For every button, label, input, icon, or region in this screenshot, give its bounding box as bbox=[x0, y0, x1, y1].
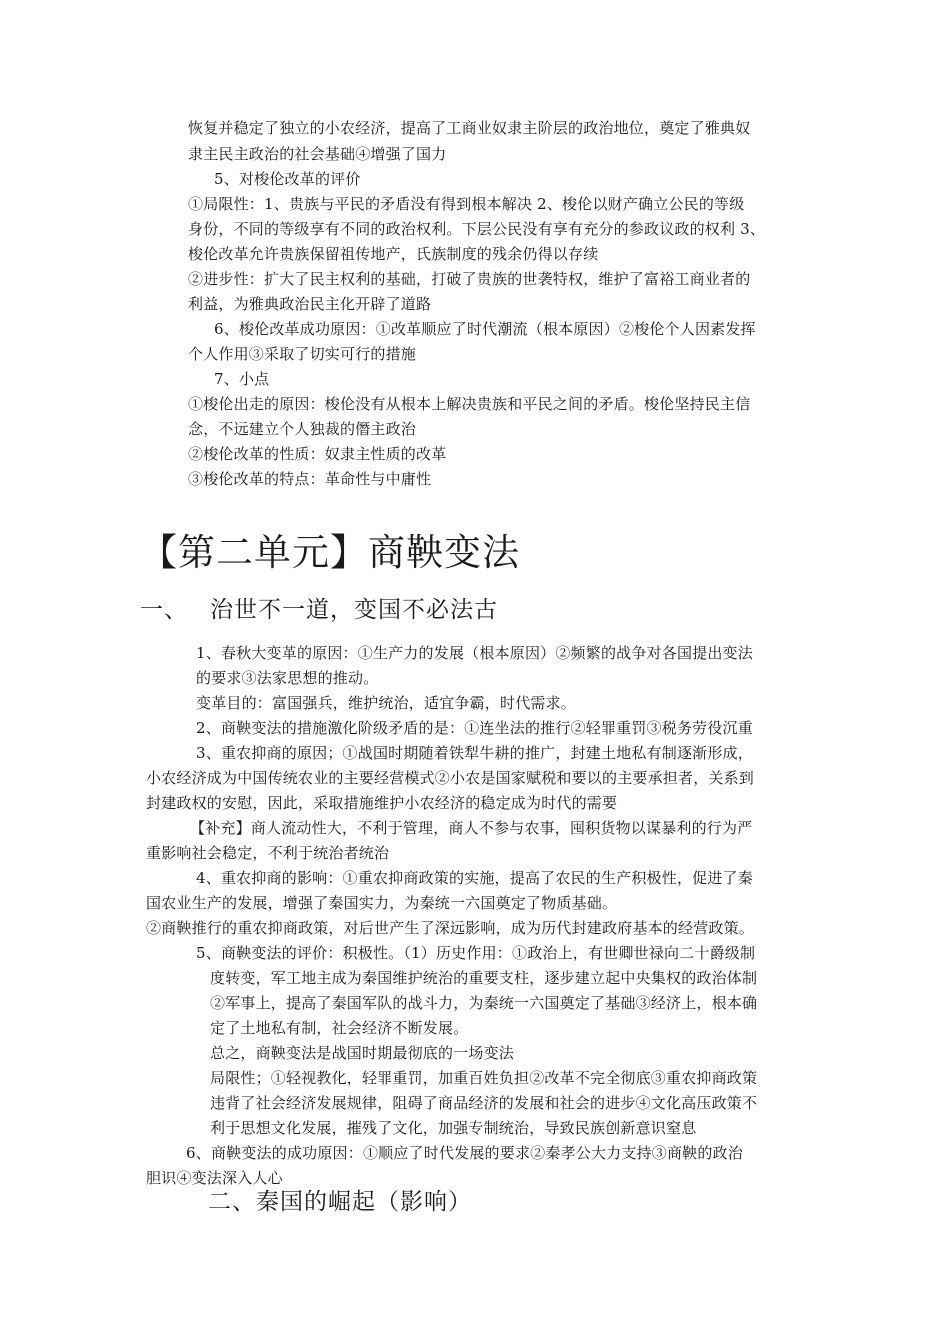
paragraph-line: 总之，商鞅变法是战国时期最彻底的一场变法 bbox=[210, 1044, 515, 1062]
paragraph-line: ②商鞅推行的重农抑商政策，对后世产生了深远影响，成为历代封建政府基本的经营政策。 bbox=[146, 919, 755, 937]
paragraph-line: 利于思想文化发展，摧残了文化，加强专制统治，导致民族创新意识窒息 bbox=[210, 1119, 697, 1137]
paragraph-line: 【补充】商人流动性大，不利于管理，商人不参与农事，囤积货物以谋暴利的行为严 bbox=[190, 819, 753, 837]
paragraph-line: 的要求③法家思想的推动。 bbox=[196, 669, 379, 687]
paragraph-line: ③梭伦改革的特点：革命性与中庸性 bbox=[188, 470, 432, 488]
paragraph-line: 2、商鞅变法的措施激化阶级矛盾的是：①连坐法的推行②轻罪重罚③税务劳役沉重 bbox=[196, 719, 753, 737]
paragraph-line: 重影响社会稳定，不利于统治者统治 bbox=[146, 844, 390, 862]
paragraph-line: 个人作用③采取了切实可行的措施 bbox=[188, 345, 417, 363]
paragraph-line: 国农业生产的发展，增强了秦国实力，为秦统一六国奠定了物质基础。 bbox=[146, 894, 618, 912]
paragraph-line: 梭伦改革允许贵族保留祖传地产，氏族制度的残余仍得以存续 bbox=[188, 245, 599, 263]
paragraph-line: 隶主民主政治的社会基础④增强了国力 bbox=[188, 145, 447, 163]
paragraph-line: 利益，为雅典政治民主化开辟了道路 bbox=[188, 295, 432, 313]
paragraph-line: ①局限性：1、贵族与平民的矛盾没有得到根本解决 2、梭伦以财产确立公民的等级 bbox=[188, 195, 745, 213]
paragraph-line: 5、商鞅变法的评价：积极性。（1）历史作用：①政治上，有世卿世禄向二十爵级制 bbox=[196, 944, 756, 962]
paragraph-line: 恢复并稳定了独立的小农经济，提高了工商业奴隶主阶层的政治地位，奠定了雅典奴 bbox=[188, 119, 751, 137]
item-heading: 7、小点 bbox=[214, 370, 270, 388]
paragraph-line: 1、春秋大变革的原因：①生产力的发展（根本原因）②频繁的战争对各国提出变法 bbox=[196, 644, 753, 662]
paragraph-line: 定了土地私有制，社会经济不断发展。 bbox=[210, 1019, 469, 1037]
paragraph-line: 小农经济成为中国传统农业的主要经营模式②小农是国家赋税和要以的主要承担者，关系到 bbox=[146, 769, 755, 787]
paragraph-line: 度转变，军工地主成为秦国维护统治的重要支柱，逐步建立起中央集权的政治体制 bbox=[210, 969, 758, 987]
paragraph-line: 身份，不同的等级享有不同的政治权利。下层公民没有享有充分的参政议政的权利 3、 bbox=[188, 220, 766, 238]
unit-heading: 【第二单元】商鞅变法 bbox=[140, 531, 520, 574]
paragraph-line: 局限性；①轻视教化，轻罪重罚，加重百姓负担②改革不完全彻底③重农抑商政策 bbox=[210, 1069, 758, 1087]
paragraph-line: ②军事上，提高了秦国军队的战斗力，为秦统一六国奠定了基础③经济上，根本确 bbox=[210, 994, 758, 1012]
paragraph-line: ②梭伦改革的性质：奴隶主性质的改革 bbox=[188, 445, 447, 463]
paragraph-line: ②进步性：扩大了民主权利的基础，打破了贵族的世袭特权，维护了富裕工商业者的 bbox=[188, 270, 751, 288]
section-title: 二、秦国的崛起（影响） bbox=[208, 1189, 472, 1215]
paragraph-line: 胆识④变法深入人心 bbox=[146, 1169, 283, 1187]
paragraph-line: ①梭伦出走的原因：梭伦没有从根本上解决贵族和平民之间的矛盾。梭伦坚持民主信 bbox=[188, 395, 751, 413]
paragraph-line: 4、重农抑商的影响：①重农抑商政策的实施，提高了农民的生产积极性，促进了秦 bbox=[196, 869, 753, 887]
paragraph-line: 变革目的：富国强兵，维护统治，适宜争霸，时代需求。 bbox=[196, 694, 577, 712]
section-number: 一、 bbox=[140, 597, 188, 623]
paragraph-line: 6、商鞅变法的成功原因：①顺应了时代发展的要求②秦孝公大力支持③商鞅的政治 bbox=[186, 1144, 743, 1162]
section-title: 治世不一道，变国不必法古 bbox=[210, 597, 498, 623]
paragraph-line: 念，不远建立个人独裁的僭主政治 bbox=[188, 420, 417, 438]
item-heading: 6、梭伦改革成功原因：①改革顺应了时代潮流（根本原因）②梭伦个人因素发挥 bbox=[214, 320, 756, 338]
paragraph-line: 3、重农抑商的原因；①战国时期随着铁犁牛耕的推广，封建土地私有制逐渐形成， bbox=[196, 744, 753, 762]
paragraph-line: 违背了社会经济发展规律，阻碍了商品经济的发展和社会的进步④文化高压政策不 bbox=[210, 1094, 758, 1112]
paragraph-line: 封建政权的安慰，因此，采取措施维护小农经济的稳定成为时代的需要 bbox=[146, 794, 618, 812]
item-heading: 5、对梭伦改革的评价 bbox=[214, 170, 361, 188]
